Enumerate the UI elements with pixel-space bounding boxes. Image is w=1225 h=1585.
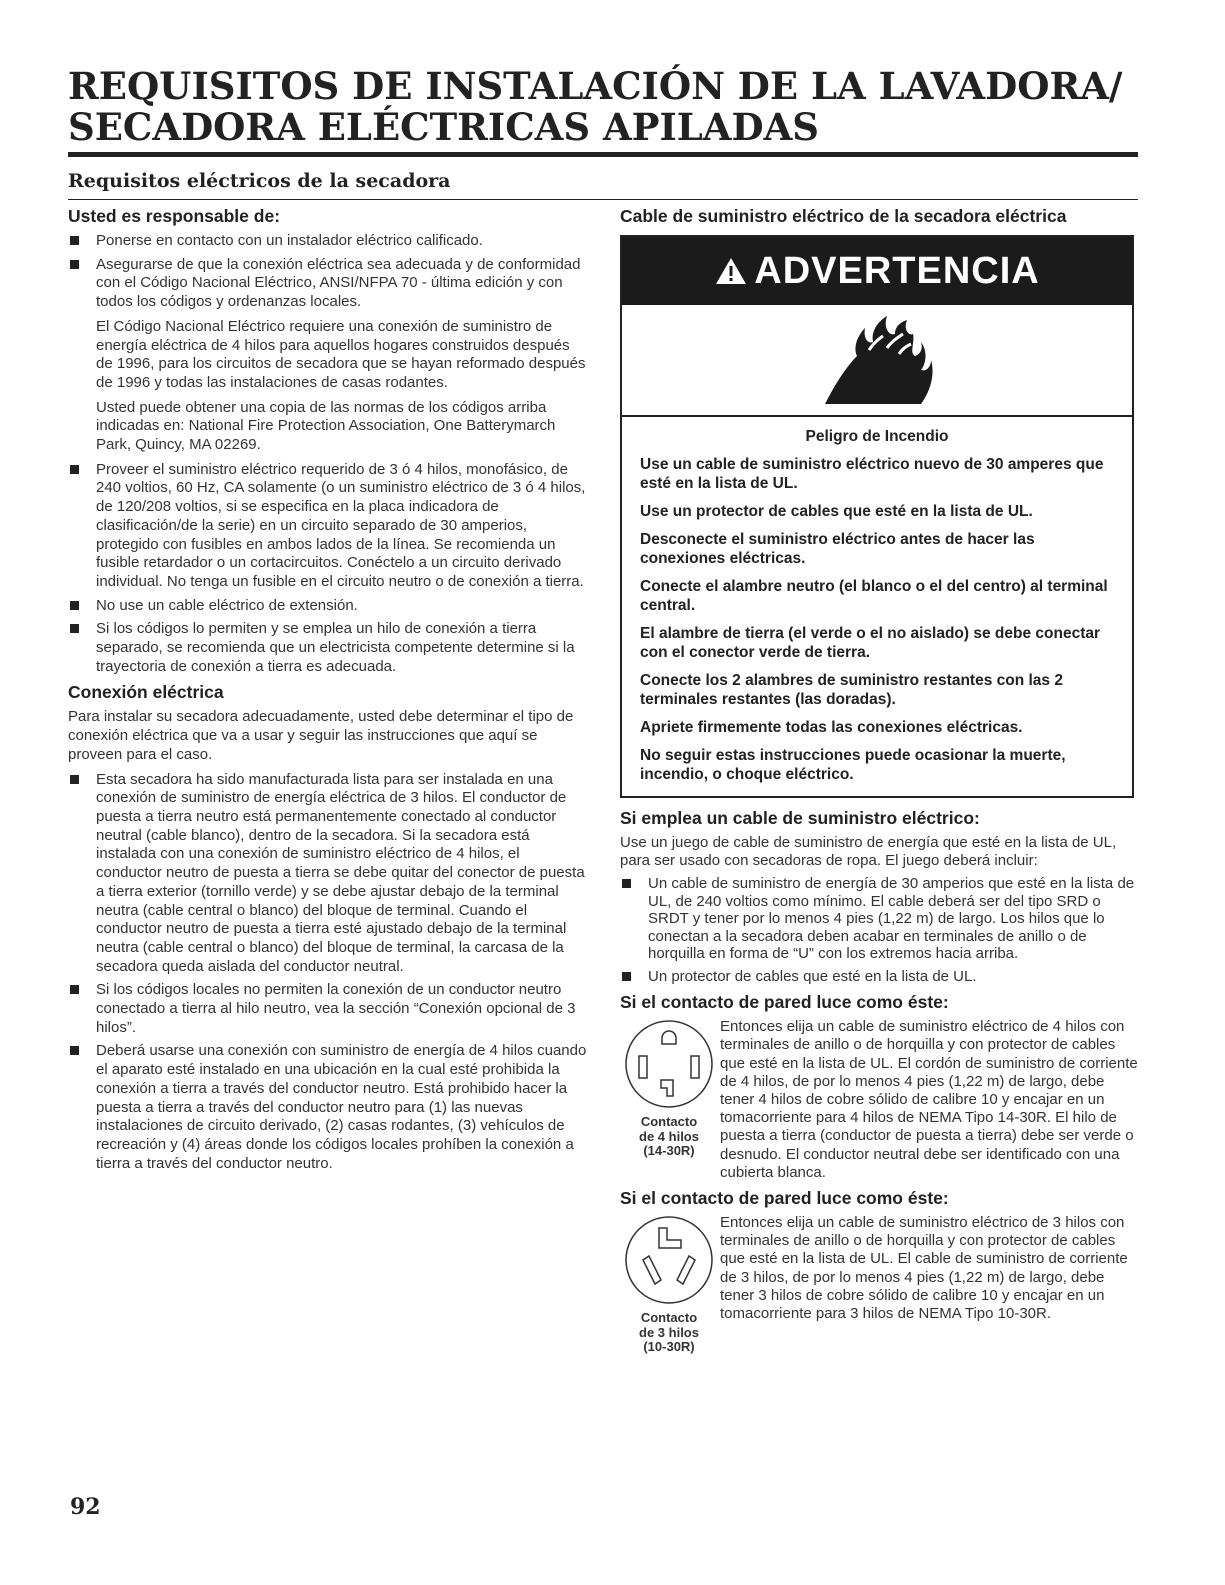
copy-paragraph: Usted puede obtener una copia de las normas de los códigos arriba indicadas en: National Fire Protection Association, One Batterymarch Park, Quincy, MA 02269.	[96, 398, 556, 454]
warning-line: Desconecte el suministro eléctrico antes de hacer las conexiones eléctricas.	[640, 531, 1035, 567]
fire-icon-panel	[622, 305, 1132, 417]
list-item: Si los códigos locales no permiten la conexión de un conductor neutro conectado a tierra al hilo neutro, vea la sección “Conexión opcional de 3 hilos”.	[68, 981, 588, 1037]
cord-use-heading: Si emplea un cable de suministro eléctrico:	[620, 808, 980, 828]
section-rule	[68, 199, 1138, 200]
cord-kit-list	[620, 875, 1140, 986]
page-title: REQUISITOS DE INSTALACIÓN DE LA LAVADORA/ SECADORA ELÉCTRICAS APILADAS	[68, 64, 1123, 149]
outlet-3wire-icon	[623, 1214, 715, 1306]
warning-label: ADVERTENCIA	[754, 249, 1040, 292]
bullet-icon	[70, 1046, 79, 1055]
fire-icon	[817, 314, 937, 406]
power-cord-heading: Cable de suministro eléctrico de la secadora eléctrica	[620, 206, 1067, 226]
bullet-icon	[70, 985, 79, 994]
list-item: Ponerse en contacto con un instalador eléctrico calificado.	[68, 232, 588, 251]
outlet-3wire-figure	[620, 1214, 718, 1355]
warning-line: Use un protector de cables que esté en la lista de UL.	[640, 503, 1033, 520]
warning-body	[622, 417, 1132, 796]
responsibility-list-continued	[68, 461, 588, 677]
list-item: No use un cable eléctrico de extensión.	[68, 597, 588, 616]
outlet-4wire-section	[620, 1018, 1140, 1182]
title-rule	[68, 152, 1138, 157]
warning-header	[622, 237, 1132, 305]
left-column	[68, 206, 588, 1179]
connection-heading: Conexión eléctrica	[68, 682, 224, 703]
list-item: Un cable de suministro de energía de 30 amperios que esté en la lista de UL, de 240 voltios como mínimo. El cable deberá ser del tipo SRD o SRDT y tener por lo menos 4 pies (1,22 m) de largo. Los hilos que lo conectan a la secadora deben acabar en terminales de anillo o de horquilla en forma de “U” con los extremos hacia arriba.	[620, 875, 1140, 963]
bullet-icon	[70, 465, 79, 474]
outlet-4wire-heading: Si el contacto de pared luce como éste:	[620, 992, 949, 1013]
bullet-icon	[622, 879, 631, 888]
hazard-title: Peligro de Incendio	[805, 428, 949, 445]
bullet-icon	[70, 260, 79, 269]
outlet-4wire-figure	[620, 1018, 718, 1182]
warning-line: Apriete firmemente todas las conexiones eléctricas.	[640, 719, 1023, 736]
outlet-3wire-section	[620, 1214, 1140, 1355]
warning-line: Conecte el alambre neutro (el blanco o el del centro) al terminal central.	[640, 578, 1108, 614]
connection-list	[68, 771, 588, 1174]
bullet-icon	[70, 601, 79, 610]
section-title: Requisitos eléctricos de la secadora	[68, 170, 451, 192]
warning-line: El alambre de tierra (el verde o el no aislado) se debe conectar con el conector verde de tierra.	[640, 625, 1101, 661]
warning-line: Conecte los 2 alambres de suministro restantes con las 2 terminales restantes (las doradas).	[640, 672, 1063, 708]
right-column	[620, 206, 1140, 1361]
bullet-icon	[622, 972, 631, 981]
outlet-3wire-caption: Contacto de 3 hilos (10-30R)	[639, 1310, 699, 1355]
responsibility-list	[68, 232, 588, 312]
list-item: Deberá usarse una conexión con suministro de energía de 4 hilos cuando el aparato esté instalado en una ubicación en la cual esté prohibida la conexión a tierra a través del conductor neutro. Está prohibido hacer la puesta a tierra a través del conductor neutro para (1) las nuevas instalaciones de circuito derivado, (2) casas rodantes, (3) vehículos de recreación y (4) áreas donde los códigos locales prohíben la conexión a tierra a través del conductor neutro.	[68, 1042, 588, 1173]
outlet-4wire-icon	[623, 1018, 715, 1110]
warning-box	[620, 235, 1134, 798]
warning-line: No seguir estas instrucciones puede ocasionar la muerte, incendio, o choque eléctrico.	[640, 747, 1066, 783]
cord-use-intro: Use un juego de cable de suministro de energía que esté en la lista de UL, para ser usado con secadoras de ropa. El juego deberá incluir:	[620, 834, 1117, 869]
list-item: Asegurarse de que la conexión eléctrica sea adecuada y de conformidad con el Código Nacional Eléctrico, ANSI/NFPA 70 - última edición y con todos los códigos y ordenanzas locales.	[68, 256, 588, 312]
bullet-icon	[70, 775, 79, 784]
warning-line: Use un cable de suministro eléctrico nuevo de 30 amperes que esté en la lista de UL.	[640, 456, 1104, 492]
list-item: Un protector de cables que esté en la lista de UL.	[620, 968, 1140, 987]
responsibility-heading: Usted es responsable de:	[68, 206, 281, 226]
bullet-icon	[70, 624, 79, 633]
bullet-icon	[70, 236, 79, 245]
warning-triangle-icon	[714, 256, 748, 286]
connection-intro: Para instalar su secadora adecuadamente, usted debe determinar el tipo de conexión eléctrica que va a usar y seguir las instrucciones que aquí se proveen para el caso.	[68, 708, 574, 763]
list-item: Esta secadora ha sido manufacturada lista para ser instalada en una conexión de suministro de energía eléctrica de 3 hilos. El conductor de puesta a tierra neutro está permanentemente conectado al conductor neutral (cable blanco), dentro de la secadora. Si la secadora está instalada con una conexión de suministro eléctrico de 4 hilos, el conductor neutro de puesta a tierra se debe quitar del conector de puesta a tierra exterior (tornillo verde) y se debe ajustar debajo de la terminal neutra (cable central o blanco) del bloque de terminal. Cuando el conductor neutro de puesta a tierra esté ajustado debajo de la terminal neutra (cable central o blanco) del bloque de terminal, la carcasa de la secadora queda aislada del conductor neutral.	[68, 771, 588, 977]
list-item: Si los códigos lo permiten y se emplea un hilo de conexión a tierra separado, se recomienda que un electricista competente determine si la trayectoria de conexión a tierra es adecuada.	[68, 620, 588, 676]
nec-paragraph: El Código Nacional Eléctrico requiere una conexión de suministro de energía eléctrica de 4 hilos para aquellos hogares construidos después de 1996, para los circuitos de secadora que se hayan reformado después de 1996 y todas las instalaciones de casas rodantes.	[96, 317, 586, 391]
outlet-3wire-heading: Si el contacto de pared luce como éste:	[620, 1188, 949, 1209]
outlet-4wire-text: Entonces elija un cable de suministro eléctrico de 4 hilos con terminales de anillo o de horquilla y con protector de cables que esté en la lista de UL. El cordón de suministro de corriente de 4 hilos, de por lo menos 4 pies (1,22 m) de largo, debe tener 4 hilos de cobre sólido de calibre 10 y encajar en un tomacorriente para 4 hilos de NEMA Tipo 14-30R. El hilo de puesta a tierra (conductor de puesta a tierra) debe ser verde o desnudo. El conductor neutral debe ser identificado con una cubierta blanca.	[720, 1018, 1138, 1181]
page-number: 92	[70, 1494, 101, 1520]
list-item: Proveer el suministro eléctrico requerido de 3 ó 4 hilos, monofásico, de 240 voltios, 60 Hz, CA solamente (o un suministro eléctrico de 3 ó 4 hilos, de 120/208 voltios, si se especifica en la placa indicadora de clasificación/de la serie) en un circuito separado de 30 amperios, protegido con fusibles en ambos lados de la línea. Se recomienda un fusible retardador o un cortacircuitos. Conéctelo a un circuito derivado individual. No tenga un fusible en el circuito neutro o de conexión a tierra.	[68, 461, 588, 592]
outlet-4wire-caption: Contacto de 4 hilos (14-30R)	[639, 1114, 699, 1159]
outlet-3wire-text: Entonces elija un cable de suministro eléctrico de 3 hilos con terminales de anillo o de horquilla y con protector de cables que esté en la lista de UL. El cable de suministro de corriente de 3 hilos, de por lo menos 4 pies (1,22 m) de largo, debe tener 3 hilos de cobre sólido de calibre 10 y encajar en un tomacorriente para 3 hilos de NEMA Tipo 10-30R.	[720, 1214, 1128, 1323]
